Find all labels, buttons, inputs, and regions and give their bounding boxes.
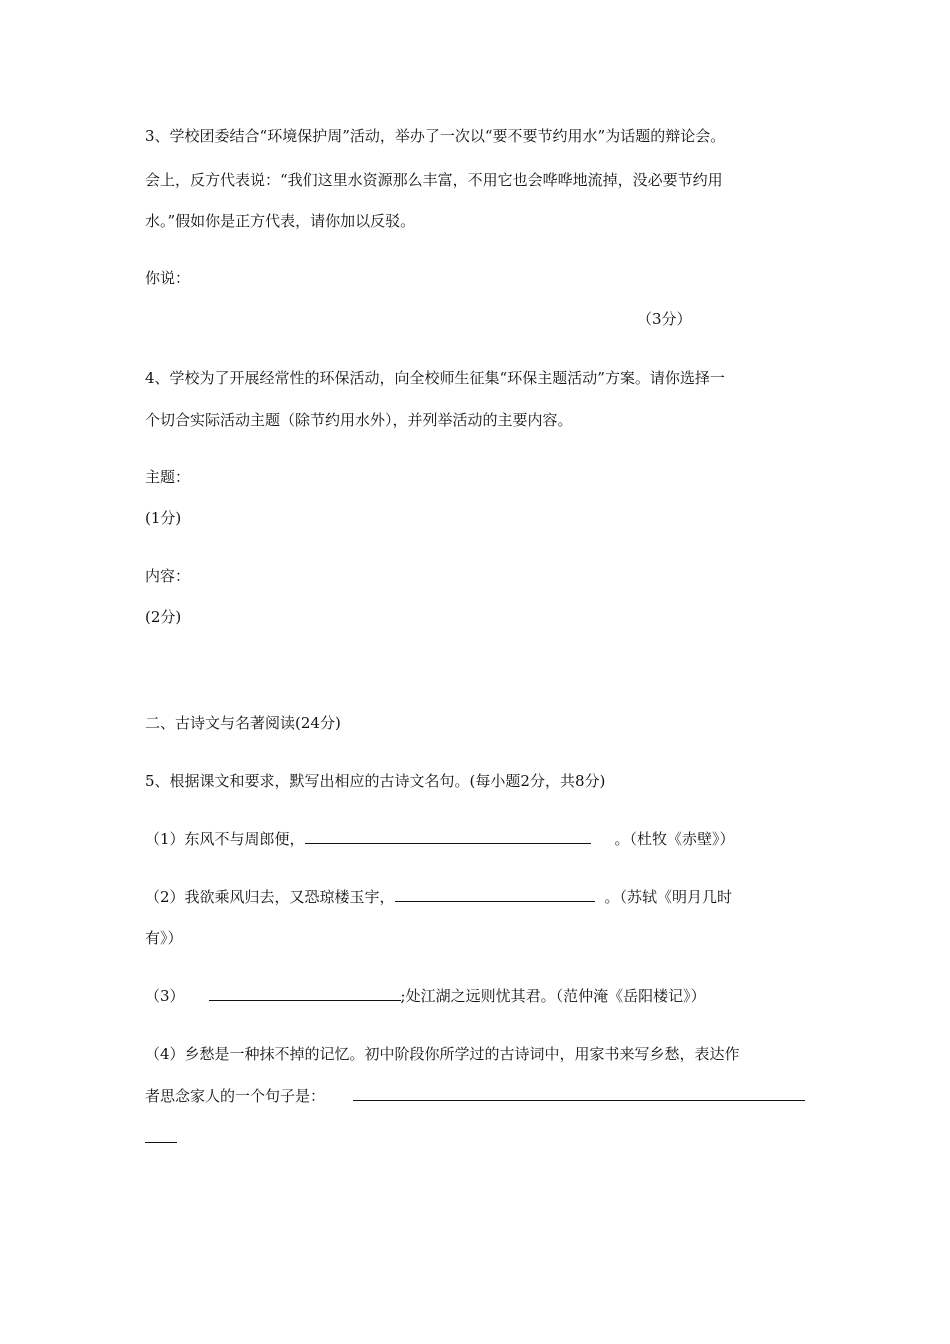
- q4-line-1: 4、学校为了开展经常性的环保活动，向全校师生征集“环保主题活动”方案。请你选择一: [145, 369, 725, 387]
- q5-item-4-prefix: 者思念家人的一个句子是：: [145, 1087, 326, 1105]
- q4-content-score: (2分): [145, 608, 182, 626]
- q5-item-4-line-1: （4）乡愁是一种抹不掉的记忆。初中阶段你所学过的古诗词中，用家书来写乡愁，表达作: [145, 1045, 740, 1063]
- section-2-heading: 二、古诗文与名著阅读(24分): [145, 714, 341, 732]
- q4-content-label: 内容：: [145, 567, 191, 585]
- q5-item-1-blank[interactable]: [305, 829, 591, 844]
- q3-answer-label: 你说：: [145, 269, 191, 287]
- q5-item-4-line-2: [145, 1086, 805, 1106]
- q5-intro: 5、根据课文和要求，默写出相应的古诗文名句。(每小题2分，共8分): [145, 772, 606, 790]
- q3-line-2: 会上，反方代表说：“我们这里水资源那么丰富，不用它也会哗哗地流掉，没必要节约用: [145, 171, 723, 189]
- q5-item-3-blank[interactable]: [209, 986, 401, 1001]
- q5-item-3-prefix: （3）: [145, 987, 185, 1005]
- q5-item-1-prefix: （1）东风不与周郎便，: [145, 830, 305, 848]
- q5-item-1-suffix: 。（杜牧《赤壁》）: [614, 830, 735, 848]
- q5-item-3-suffix: ;处江湖之远则忧其君。（范仲淹《岳阳楼记》）: [400, 987, 706, 1005]
- q5-item-2-blank[interactable]: [395, 887, 595, 902]
- q4-theme-label: 主题：: [145, 468, 191, 486]
- q5-item-2-prefix: （2）我欲乘风归去，又恐琼楼玉宇，: [145, 888, 395, 906]
- q5-item-1: [145, 829, 735, 849]
- q4-line-2: 个切合实际活动主题（除节约用水外），并列举活动的主要内容。: [145, 411, 573, 429]
- q5-item-3: [145, 986, 706, 1006]
- q5-item-2-line-2: 有》）: [145, 929, 183, 947]
- q5-item-2-suffix: 。（苏轼《明月几时: [604, 888, 733, 906]
- q4-theme-score: (1分): [145, 509, 182, 527]
- q5-item-4-blank-tail[interactable]: [145, 1128, 177, 1143]
- q3-line-1: 3、学校团委结合“环境保护周”活动，举办了一次以“要不要节约用水”为话题的辩论会。: [145, 127, 726, 145]
- q5-item-4-blank[interactable]: [353, 1086, 805, 1101]
- q3-score: （3分）: [637, 310, 692, 328]
- q5-item-4-blank-continued[interactable]: [145, 1128, 177, 1148]
- q5-item-2: [145, 887, 732, 907]
- q3-line-3: 水。”假如你是正方代表，请你加以反驳。: [145, 212, 416, 230]
